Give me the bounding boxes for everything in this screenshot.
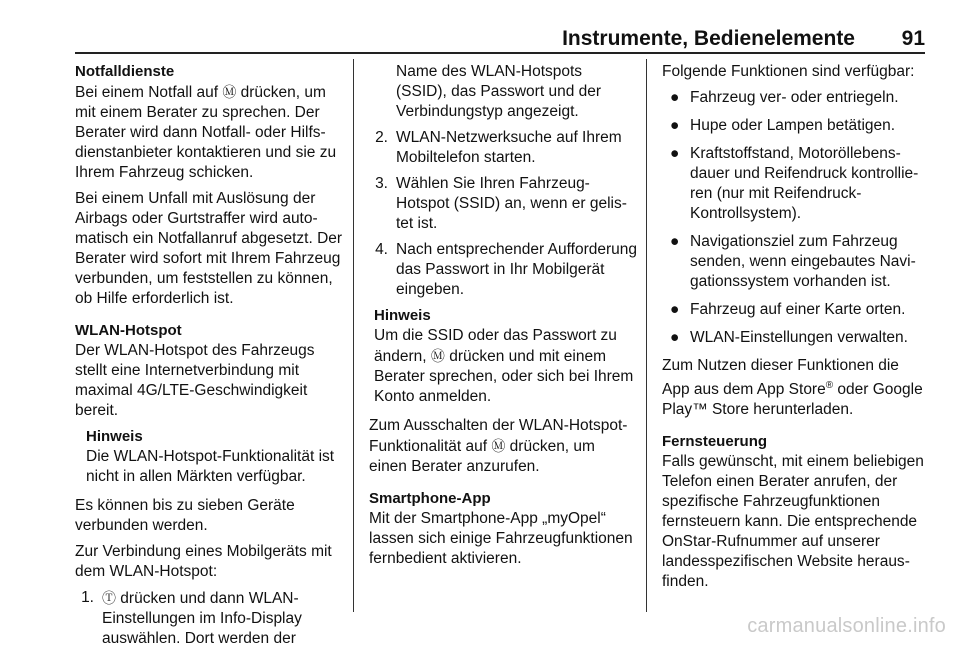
list-text: WLAN-Netzwerksuche auf Ihrem Mobiltelefon starten.	[396, 129, 622, 166]
hint-title: Hinweis	[374, 307, 431, 324]
list-item	[662, 144, 928, 224]
text: Um die SSID oder das Passwort zu ändern,	[374, 327, 617, 365]
list-item	[369, 174, 637, 234]
watermark: carmanualsonline.info	[747, 615, 946, 637]
list-text: Fahrzeug auf einer Karte orten.	[690, 301, 906, 318]
paragraph	[369, 416, 637, 477]
paragraph: Folgende Funktionen sind verfügbar:	[662, 63, 915, 80]
bullet-icon: ●	[670, 301, 680, 318]
list-text: Kraftstoffstand, Motoröllebensdauer und Reifendruck kontrollieren (nur mit Reifendruck-Kontrollsystem).	[690, 145, 919, 222]
section-heading-wlan-hotspot: WLAN-Hotspot	[75, 322, 182, 339]
onstar-emergency-icon: Ⓜ	[222, 84, 237, 100]
list-text: Wählen Sie Ihren Fahrzeug-Hotspot (SSID) an, wenn er gelistet ist.	[396, 175, 627, 232]
bullet-icon: ●	[670, 145, 680, 162]
list-number: 2.	[375, 129, 388, 146]
hint-text: Die WLAN-Hotspot-Funktionalität ist nicht in allen Märkten verfügbar.	[86, 448, 335, 485]
list-number: 4.	[375, 241, 388, 258]
column-left	[75, 62, 348, 655]
paragraph: Es können bis zu sieben Geräte verbunden werden.	[75, 497, 295, 534]
text: drücken und mit einem Berater sprechen, oder sich bei Ihrem Konto anmelden.	[374, 348, 634, 405]
paragraph	[662, 356, 928, 420]
list-text: Navigationsziel zum Fahrzeug senden, wenn eingebautes Navigationssystem vorhanden ist.	[690, 233, 916, 290]
text: Bei einem Notfall auf	[75, 84, 223, 101]
list-item	[369, 240, 637, 300]
text: drücken, um einen Berater anzurufen.	[369, 438, 595, 475]
bullet-list	[662, 88, 928, 348]
bullet-icon: ●	[670, 329, 680, 346]
onstar-button-icon: Ⓜ	[430, 348, 445, 364]
paragraph: Zur Verbindung eines Mobilgeräts mit dem WLAN-Hotspot:	[75, 543, 332, 580]
text: Zum Nutzen dieser Funktionen die App aus dem App Store	[662, 357, 899, 399]
list-item	[662, 116, 928, 136]
text: Zum Ausschalten der WLAN-Hotspot-Funktionalität auf	[369, 417, 628, 455]
text: oder Google Play™ Store herunterladen.	[662, 381, 923, 419]
list-item-continuation: Name des WLAN-Hotspots (SSID), das Passwort und der Verbindungstyp angezeigt.	[396, 63, 602, 120]
list-item	[662, 300, 928, 320]
page-number: 91	[901, 27, 925, 50]
text: drücken und dann WLAN-Einstellungen im Info-Display auswählen. Dort werden der	[102, 590, 302, 647]
list-text: Nach entsprechender Aufforderung das Passwort in Ihr Mobilgerät eingeben.	[396, 241, 637, 298]
list-item	[662, 328, 928, 348]
text: drücken, um mit einem Berater zu sprechen. Der Berater wird dann Notfall- oder Hilfsdienstanbieter kontaktieren und sie zu Ihrem Fahrzeug schicken.	[75, 84, 337, 181]
onstar-button-icon: Ⓜ	[491, 438, 506, 454]
list-text: WLAN-Einstellungen verwalten.	[690, 329, 908, 346]
registered-mark: ®	[825, 380, 834, 391]
onstar-connect-icon: Ⓣ	[102, 590, 116, 606]
paragraph: Mit der Smartphone-App „myOpel“ lassen sich einige Fahrzeugfunktionen fernbedient aktivieren.	[369, 510, 633, 567]
list-text: Hupe oder Lampen betätigen.	[690, 117, 896, 134]
column-right	[662, 62, 928, 598]
bullet-icon: ●	[670, 89, 680, 106]
hint-text	[374, 326, 637, 407]
bullet-icon: ●	[670, 233, 680, 250]
list-item	[75, 588, 348, 649]
section-heading-smartphone-app: Smartphone-App	[369, 490, 491, 507]
list-item	[662, 232, 928, 292]
page-header	[75, 0, 925, 50]
list-item	[662, 88, 928, 108]
header-rule	[75, 52, 925, 54]
list-number: 3.	[375, 175, 388, 192]
column-divider	[353, 59, 354, 612]
paragraph	[75, 82, 348, 183]
section-heading-fernsteuerung: Fernsteuerung	[662, 433, 768, 451]
paragraph: Falls gewünscht, mit einem beliebigen Telefon einen Berater anrufen, der spezifische Fahrzeugfunktionen fernsteuern kann. Die entsprechende OnStar-Rufnummer auf unserer landesspezifischen Website herausfinden.	[662, 453, 924, 591]
list-item	[369, 128, 637, 168]
list-text	[102, 588, 348, 649]
paragraph: Der WLAN-Hotspot des Fahrzeugs stellt eine Internetverbindung mit maximal 4G/LTE-Geschwindigkeit bereit.	[75, 342, 315, 419]
list-number: 1.	[81, 589, 94, 606]
paragraph: Bei einem Unfall mit Auslösung der Airbags oder Gurtstraffer wird automatisch ein Notfallanruf abgesetzt. Der Berater wird sofort mit Ihrem Fahrzeug verbunden, um feststellen zu können, ob Hilfe erforderlich ist.	[75, 190, 343, 307]
section-heading-notfalldienste: Notfalldienste	[75, 63, 175, 80]
list-text: Fahrzeug ver- oder entriegeln.	[690, 89, 899, 106]
page-title: Instrumente, Bedienelemente	[562, 27, 855, 50]
hint-title: Hinweis	[86, 428, 143, 445]
bullet-icon: ●	[670, 117, 680, 134]
column-middle	[369, 62, 637, 575]
column-divider	[646, 59, 647, 612]
